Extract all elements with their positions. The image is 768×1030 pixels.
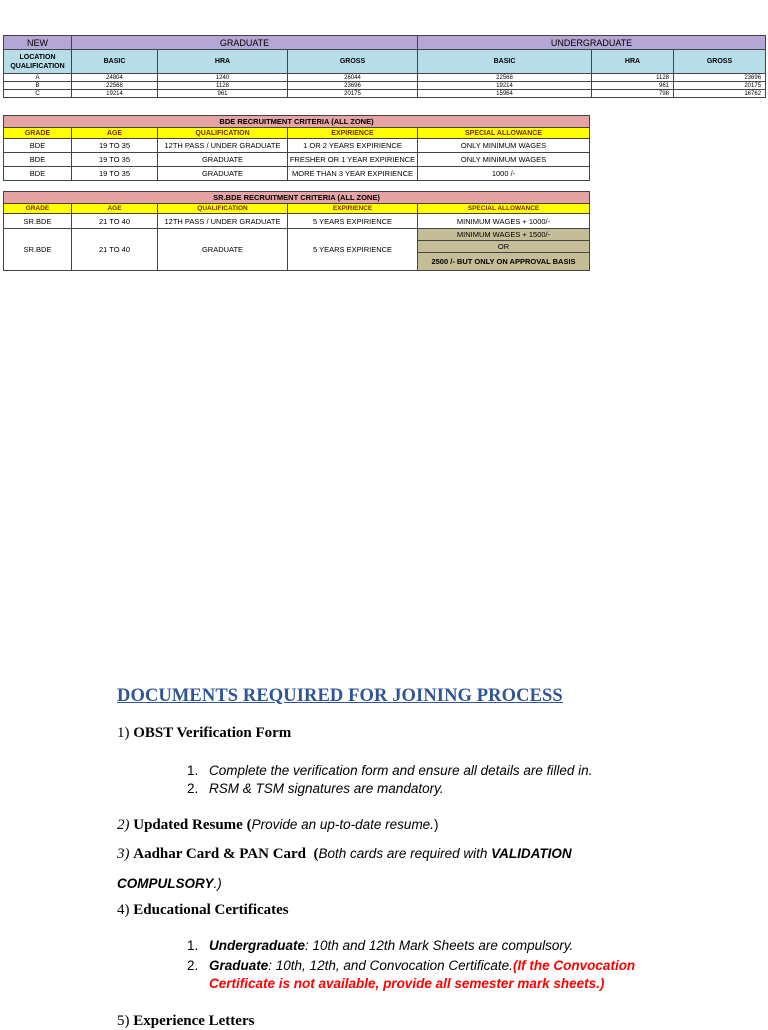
column-header: GROSS <box>288 50 418 74</box>
table-cell: 961 <box>158 90 288 98</box>
note-open: ( <box>306 846 319 862</box>
graduate-group-header: GRADUATE <box>72 36 418 50</box>
table-cell: 23696 <box>288 82 418 90</box>
qualification-label: QUALIFICATION <box>10 62 65 70</box>
item-note: Provide an up-to-date resume. <box>251 817 434 832</box>
table-cell: 1128 <box>592 74 674 82</box>
note-open: ( <box>242 817 252 833</box>
item-title: Updated Resume <box>133 817 243 833</box>
table-cell: 1240 <box>158 74 288 82</box>
sub-item-text: RSM & TSM signatures are mandatory. <box>209 781 444 796</box>
table-cell: 20175 <box>674 82 766 90</box>
table-row <box>4 153 590 167</box>
column-header: HRA <box>158 50 288 74</box>
note-close: ) <box>433 817 439 832</box>
table-row <box>4 167 590 181</box>
table-cell: 5 YEARS EXPIRIENCE <box>288 214 418 229</box>
warning-text: Certificate is not available, provide all semester mark sheets.) <box>209 976 605 991</box>
doc-item-5 <box>117 1013 254 1030</box>
sub-item-number: 2. <box>187 781 199 796</box>
column-header: QUALIFICATION <box>158 204 288 214</box>
salary-group-header-row <box>4 36 766 50</box>
table-cell: GRADUATE <box>158 153 288 167</box>
bde-header-row <box>4 128 590 139</box>
undergraduate-group-header: UNDERGRADUATE <box>418 36 766 50</box>
doc-item-2 <box>117 817 438 834</box>
salary-corner-cell: NEW <box>4 36 72 50</box>
table-row <box>4 229 590 241</box>
table-cell: BDE <box>4 139 72 153</box>
sub-item-text: : 10th and 12th Mark Sheets are compulsory. <box>305 938 574 953</box>
srbde-criteria-table <box>3 191 590 271</box>
table-cell: FRESHER OR 1 YEAR EXPIRIENCE <box>288 153 418 167</box>
item-note: Both cards are required with <box>318 846 492 861</box>
sub-item-text: Complete the verification form and ensure all details are filled in. <box>209 763 593 778</box>
table-cell: BDE <box>4 167 72 181</box>
note-close: .) <box>213 876 222 891</box>
bde-criteria-table <box>3 115 590 181</box>
table-cell: 20175 <box>288 90 418 98</box>
table-cell: 24804 <box>72 74 158 82</box>
sub-item-label: Undergraduate <box>209 938 306 953</box>
table-cell: GRADUATE <box>158 229 288 271</box>
table-cell: BDE <box>4 153 72 167</box>
table-cell: 19214 <box>418 82 592 90</box>
location-cell: A <box>4 74 72 82</box>
sub-item <box>187 781 444 796</box>
bde-title-row <box>4 116 590 128</box>
table-cell: 961 <box>592 82 674 90</box>
column-header: BASIC <box>72 50 158 74</box>
location-cell: B <box>4 82 72 90</box>
sub-item-number: 2. <box>187 958 199 973</box>
column-header: HRA <box>592 50 674 74</box>
table-cell: 1000 /- <box>418 167 590 181</box>
table-cell: 12TH PASS / UNDER GRADUATE <box>158 139 288 153</box>
sub-item-continued <box>209 976 604 991</box>
table-cell: 19 TO 35 <box>72 153 158 167</box>
salary-column-header-row <box>4 50 766 74</box>
table-cell: ONLY MINIMUM WAGES <box>418 139 590 153</box>
doc-item-3-continued <box>117 876 222 891</box>
sub-item-number: 1. <box>187 763 199 778</box>
table-cell: 15964 <box>418 90 592 98</box>
doc-item-4 <box>117 902 289 919</box>
location-cell: C <box>4 90 72 98</box>
column-header: SPECIAL ALLOWANCE <box>418 128 590 139</box>
warning-text: (If the Convocation <box>512 958 636 973</box>
allowance-option-cell: MINIMUM WAGES + 1500/- <box>418 229 590 241</box>
bde-table-title: BDE RECRUITMENT CRITERIA (ALL ZONE) <box>4 116 590 128</box>
column-header: AGE <box>72 128 158 139</box>
column-header: QUALIFICATION <box>158 128 288 139</box>
column-header: GRADE <box>4 128 72 139</box>
item-title: Experience Letters <box>133 1013 255 1029</box>
sub-item-label: Graduate <box>209 958 269 973</box>
item-number: 3) <box>117 846 130 862</box>
column-header: AGE <box>72 204 158 214</box>
item-number: 2) <box>117 817 130 833</box>
item-number: 1) <box>117 725 130 741</box>
doc-item-3 <box>117 846 572 863</box>
location-label: LOCATION <box>19 53 56 61</box>
column-header: GROSS <box>674 50 766 74</box>
table-cell: ONLY MINIMUM WAGES <box>418 153 590 167</box>
table-cell: 22568 <box>418 74 592 82</box>
sub-item-text: : 10th, 12th, and Convocation Certificate. <box>268 958 513 973</box>
sub-item <box>187 763 592 778</box>
table-cell: 26044 <box>288 74 418 82</box>
table-cell: 19 TO 35 <box>72 167 158 181</box>
table-cell: 21 TO 40 <box>72 214 158 229</box>
documents-title: DOCUMENTS REQUIRED FOR JOINING PROCESS <box>117 686 563 706</box>
item-title: Educational Certificates <box>133 902 289 918</box>
table-cell: SR.BDE <box>4 229 72 271</box>
column-header: EXPIRIENCE <box>288 128 418 139</box>
allowance-option-cell: 2500 /- BUT ONLY ON APPROVAL BASIS <box>418 253 590 271</box>
item-number: 5) <box>117 1013 130 1029</box>
table-cell: MORE THAN 3 YEAR EXPIRIENCE <box>288 167 418 181</box>
doc-item-1 <box>117 725 291 742</box>
srbde-header-row <box>4 204 590 214</box>
allowance-or-cell: OR <box>418 241 590 253</box>
salary-table <box>3 35 766 98</box>
sub-item-number: 1. <box>187 938 199 953</box>
sub-item <box>187 958 635 973</box>
table-cell: 16762 <box>674 90 766 98</box>
table-cell: 1 OR 2 YEARS EXPIRIENCE <box>288 139 418 153</box>
table-row <box>4 139 590 153</box>
column-header: GRADE <box>4 204 72 214</box>
column-header: BASIC <box>418 50 592 74</box>
sub-item <box>187 938 573 953</box>
table-cell: 5 YEARS EXPIRIENCE <box>288 229 418 271</box>
table-cell: 19214 <box>72 90 158 98</box>
table-cell: 19 TO 35 <box>72 139 158 153</box>
table-cell: 12TH PASS / UNDER GRADUATE <box>158 214 288 229</box>
table-row <box>4 214 590 229</box>
item-title: OBST Verification Form <box>133 725 292 741</box>
table-cell: 22568 <box>72 82 158 90</box>
srbde-table-title: SR.BDE RECRUITMENT CRITERIA (ALL ZONE) <box>4 192 590 204</box>
table-cell: 798 <box>592 90 674 98</box>
item-number: 4) <box>117 902 130 918</box>
location-qualification-header <box>4 50 72 74</box>
table-row <box>4 90 766 98</box>
srbde-title-row <box>4 192 590 204</box>
item-title: Aadhar Card & PAN Card <box>133 846 307 862</box>
table-row <box>4 74 766 82</box>
item-note-bold: COMPULSORY <box>117 876 214 891</box>
table-cell: MINIMUM WAGES + 1000/- <box>418 214 590 229</box>
table-row <box>4 82 766 90</box>
column-header: SPECIAL ALLOWANCE <box>418 204 590 214</box>
table-cell: 1128 <box>158 82 288 90</box>
table-cell: 23696 <box>674 74 766 82</box>
column-header: EXPIRIENCE <box>288 204 418 214</box>
table-cell: SR.BDE <box>4 214 72 229</box>
table-cell: GRADUATE <box>158 167 288 181</box>
item-note-bold: VALIDATION <box>491 846 572 861</box>
table-cell: 21 TO 40 <box>72 229 158 271</box>
